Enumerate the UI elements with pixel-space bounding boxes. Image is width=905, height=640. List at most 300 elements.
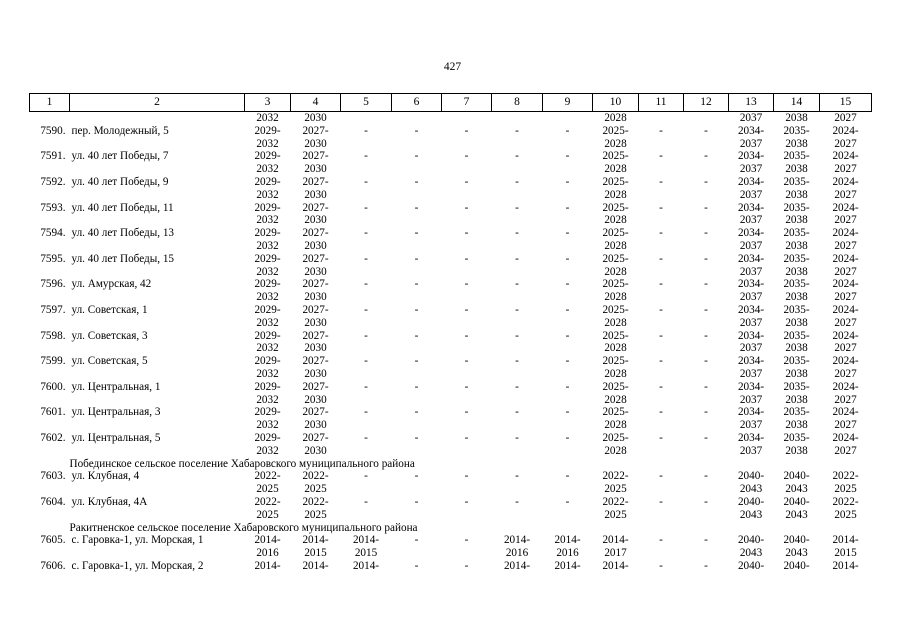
cell-col15 [820, 534, 872, 560]
cell-value-line2: 2038 [785, 188, 808, 201]
cell-col5: - [364, 470, 368, 483]
table-row [30, 534, 872, 560]
cell-col11: - [659, 201, 663, 214]
cell-col9: - [565, 201, 570, 214]
cell-value-line1: 2025- [602, 150, 629, 163]
cell-col3 [245, 355, 291, 381]
cell-value-line1: 2035- [783, 150, 810, 163]
cell-col9: - [565, 380, 570, 393]
cell-number: 7600. [40, 380, 66, 393]
cell-col7: - [464, 303, 469, 316]
cell-col7: - [464, 124, 469, 137]
cell-value-line1: 2027- [302, 124, 329, 137]
cell-col4 [291, 496, 341, 522]
cell-value-line1: 2027- [302, 278, 329, 291]
cell-col7: - [464, 175, 469, 188]
cell-name: ул. 40 лет Победы, 15 [71, 252, 175, 265]
cell-value-line1: 2034- [737, 278, 765, 291]
cell-value-line2: 2032 [256, 444, 279, 457]
cell-value-line1: 2029- [254, 431, 281, 444]
cell-col9: - [565, 252, 570, 265]
cell-value-line2: 2027 [834, 316, 857, 329]
table-row [30, 304, 872, 330]
cell-col3 [245, 202, 291, 228]
cell-col6: - [414, 175, 419, 188]
cell-col15 [820, 150, 872, 176]
cell-col5: - [364, 227, 368, 240]
cell-value-line2: 2043 [785, 547, 808, 560]
cell-col10 [593, 432, 639, 458]
cell-value-line2 [543, 573, 593, 586]
cell-col3: 2032 [256, 112, 279, 124]
cell-value-line2: 2027 [834, 137, 857, 150]
cell-value-line2: 2027 [834, 419, 857, 432]
cell-name: ул. Центральная, 1 [71, 380, 161, 393]
cell-value-line1: 2034- [737, 150, 765, 163]
cell-value-line2: 2030 [304, 419, 327, 432]
section-spacer [30, 458, 70, 471]
cell-value-line2: 2032 [256, 393, 279, 406]
cell-value-line1: 2022- [254, 495, 281, 508]
cell-value-line2: 2025 [834, 508, 857, 521]
cell-value-line2: 2037 [739, 137, 763, 150]
cell-name: ул. 40 лет Победы, 11 [71, 201, 174, 214]
cell-value-line2: 2032 [256, 342, 279, 355]
cell-value-line2: 2027 [834, 367, 857, 380]
cell-value-line1: 2024- [832, 227, 859, 240]
cell-col4 [291, 406, 341, 432]
cell-col8: - [515, 175, 519, 188]
cell-value-line2: 2028 [604, 137, 627, 150]
cell-col11: - [659, 175, 663, 188]
section-spacer [30, 522, 70, 535]
cell-col10 [593, 278, 639, 304]
cell-value-line2: 2037 [739, 367, 763, 380]
cell-col3 [245, 304, 291, 330]
cell-value-line2: 2030 [304, 316, 327, 329]
cell-col13 [729, 496, 774, 522]
cell-col15: 2027 [834, 112, 857, 124]
table-row [30, 406, 872, 432]
table-row [30, 227, 872, 253]
cell-value-line1: 2029- [254, 175, 281, 188]
cell-col12: - [704, 303, 708, 316]
cell-value-line2: 2037 [739, 239, 763, 252]
cell-value-line2: 2037 [739, 291, 763, 304]
cell-col9: - [565, 124, 570, 137]
cell-col11: - [659, 380, 663, 393]
cell-col14 [774, 125, 820, 151]
cell-col13 [729, 150, 774, 176]
cell-value-line1: 2022- [602, 470, 629, 483]
cell-value-line2: 2038 [785, 291, 808, 304]
cell-col10 [593, 381, 639, 407]
cell-col9 [543, 534, 593, 560]
cell-col9: - [565, 303, 570, 316]
cell-col14 [774, 534, 820, 560]
cell-col11: - [659, 431, 663, 444]
cell-col5: - [364, 175, 368, 188]
cell-col7: - [464, 559, 469, 572]
cell-col8: - [515, 278, 519, 291]
cell-value-line2: 2027 [834, 291, 857, 304]
header-row [30, 94, 872, 112]
cell-number: 7603. [40, 470, 66, 483]
cell-col8 [492, 112, 543, 125]
cell-col5: - [364, 124, 368, 137]
cell-value-line2 [820, 573, 872, 586]
cell-col11: - [659, 329, 663, 342]
cell-col13 [729, 227, 774, 253]
cell-col5: - [364, 303, 368, 316]
cell-col10 [593, 355, 639, 381]
cell-value-line2: 2027 [834, 188, 857, 201]
cell-col5: - [364, 201, 368, 214]
cell-col15 [820, 432, 872, 458]
cell-number: 7606. [40, 559, 66, 572]
cell-col5: - [364, 380, 368, 393]
cell-value-line2: 2028 [604, 444, 627, 457]
cell-value-line2: 2017 [604, 547, 627, 560]
cell-col11: - [659, 534, 663, 547]
cell-col15 [820, 227, 872, 253]
cell-value-line2: 2015 [304, 547, 327, 560]
cell-value-line2: 2037 [739, 393, 763, 406]
cell-value-line1: 2035- [783, 303, 810, 316]
cell-value-line1: 2024- [832, 329, 859, 342]
cell-col12: - [704, 278, 708, 291]
cell-col3 [245, 432, 291, 458]
cell-name: ул. Советская, 3 [71, 329, 148, 342]
cell-col12: - [704, 380, 708, 393]
cell-col9: - [565, 329, 570, 342]
table-row [30, 470, 872, 496]
cell-value-line2: 2027 [834, 163, 857, 176]
cell-col10: 2028 [604, 112, 627, 124]
cell-value-line1: 2029- [254, 355, 281, 368]
cell-value-line1: 2027- [302, 303, 329, 316]
cell-col5 [341, 560, 392, 586]
cell-value-line2: 2043 [739, 547, 763, 560]
cell-col9: - [565, 175, 570, 188]
cell-col9: - [565, 431, 570, 444]
cell-col10 [593, 125, 639, 151]
cell-value-line1: 2034- [737, 406, 765, 419]
cell-col6: - [414, 495, 419, 508]
cell-number: 7597. [40, 303, 66, 316]
cell-number: 7601. [40, 406, 66, 419]
cell-value-line2: 2032 [256, 265, 279, 278]
cell-value-line2: 2038 [785, 214, 808, 227]
cell-value-line1: 2025- [602, 355, 629, 368]
cell-col8: - [515, 303, 519, 316]
cell-col13 [729, 560, 774, 586]
cell-col4 [291, 330, 341, 356]
cell-col14 [774, 432, 820, 458]
cell-col11: - [659, 278, 663, 291]
cell-col4 [291, 253, 341, 279]
cell-value-line1: 2035- [783, 380, 810, 393]
column-header-14: 14 [774, 94, 820, 112]
cell-value-line1: 2040- [783, 559, 810, 572]
cell-number: 7602. [40, 431, 66, 444]
cell-value-line1: 2034- [737, 355, 765, 368]
cell-col5: - [364, 150, 368, 163]
cell-col10 [593, 560, 639, 586]
cell-number: 7599. [40, 355, 66, 368]
cell-col15 [820, 406, 872, 432]
column-header-12: 12 [684, 94, 729, 112]
cell-value-line1: 2022- [832, 470, 859, 483]
cell-value-line2: 2038 [785, 367, 808, 380]
cell-value-line1: 2034- [737, 252, 765, 265]
section-heading [70, 522, 872, 535]
cell-col3 [245, 381, 291, 407]
cell-value-line1: 2034- [737, 329, 765, 342]
cell-col3 [245, 330, 291, 356]
cell-col8 [492, 534, 543, 560]
cell-value-line1: 2029- [254, 303, 281, 316]
cell-value-line2: 2016 [505, 547, 529, 560]
cell-value-line2: 2032 [256, 163, 279, 176]
cell-name: с. Гаровка-1, ул. Морская, 1 [71, 534, 204, 547]
cell-col14 [774, 381, 820, 407]
cell-col10 [593, 202, 639, 228]
cell-col5: - [364, 355, 368, 368]
cell-value-line2 [774, 573, 820, 586]
table-row [30, 202, 872, 228]
section-heading [70, 458, 872, 471]
cell-name: ул. Центральная, 3 [71, 406, 161, 419]
cell-value-line1: 2014- [832, 559, 859, 572]
cell-value-line2: 2028 [604, 239, 627, 252]
cell-value-line1: 2025- [602, 406, 629, 419]
cell-number: 7595. [40, 252, 66, 265]
cell-value-line2: 2037 [739, 265, 763, 278]
cell-col13 [729, 432, 774, 458]
cell-col7: - [464, 252, 469, 265]
cell-col12: - [704, 201, 708, 214]
cell-col4 [291, 176, 341, 202]
cell-col8: - [515, 150, 519, 163]
cell-col13 [729, 381, 774, 407]
cell-col15 [820, 470, 872, 496]
cell-value-line1: 2040- [783, 470, 810, 483]
cell-value-line2: 2038 [785, 316, 808, 329]
cell-col4 [291, 150, 341, 176]
cell-col15 [820, 125, 872, 151]
cell-value-line1: 2025- [602, 380, 629, 393]
cell-col7: - [464, 355, 469, 368]
cell-value-line2: 2028 [604, 291, 627, 304]
cell-name: пер. Молодежный, 5 [71, 124, 169, 137]
cell-number: 7594. [40, 227, 66, 240]
cell-col4 [291, 560, 341, 586]
cell-value-line1: 2025- [602, 227, 629, 240]
cell-col13 [729, 330, 774, 356]
cell-value-line2: 2028 [604, 163, 627, 176]
cell-col12: - [704, 355, 708, 368]
cell-col13 [729, 304, 774, 330]
cell-col6: - [414, 303, 419, 316]
cell-value-line2: 2025 [256, 483, 279, 496]
cell-value-line2: 2038 [785, 163, 808, 176]
cell-col8: - [515, 406, 519, 419]
cell-col12: - [704, 534, 708, 547]
cell-col12 [684, 112, 729, 125]
section-heading-row [30, 458, 872, 471]
cell-col4 [291, 304, 341, 330]
cell-name: с. Гаровка-1, ул. Морская, 2 [71, 559, 204, 572]
cell-col7: - [464, 278, 469, 291]
cell-value-line1: 2024- [832, 355, 859, 368]
cell-value-line2: 2015 [354, 547, 378, 560]
cell-value-line1: 2025- [602, 252, 629, 265]
cell-col7: - [464, 406, 469, 419]
cell-col8: - [515, 470, 519, 483]
cell-value-line2: 2028 [604, 393, 627, 406]
column-header-2: 2 [70, 94, 245, 112]
cell-col6: - [414, 329, 419, 342]
table-row [30, 150, 872, 176]
cell-col14 [774, 355, 820, 381]
cell-col4 [291, 202, 341, 228]
section-heading-text: Ракитненское сельское поселение Хабаровского муниципального района [69, 521, 418, 534]
cell-col6: - [414, 534, 419, 547]
cell-value-line1: 2025- [602, 175, 629, 188]
cell-col5: - [364, 406, 368, 419]
cell-col6: - [414, 124, 419, 137]
cell-value-line2: 2028 [604, 214, 627, 227]
cell-name: ул. Советская, 1 [71, 303, 148, 316]
cell-value-line2: 2030 [304, 239, 327, 252]
cell-col13 [729, 176, 774, 202]
cell-value-line1: 2040- [737, 534, 765, 547]
cell-value-line2: 2043 [785, 508, 808, 521]
cell-value-line1: 2014- [302, 559, 329, 572]
cell-col5 [341, 534, 392, 560]
cell-col14 [774, 278, 820, 304]
cell-value-line2: 2032 [256, 291, 279, 304]
cell-value-line2: 2028 [604, 419, 627, 432]
cell-col6: - [414, 227, 419, 240]
cell-value-line1: 2025- [602, 303, 629, 316]
cell-col4 [291, 432, 341, 458]
cell-col8: - [515, 124, 519, 137]
cell-value-line2: 2038 [785, 342, 808, 355]
cell-value-line1: 2027- [302, 355, 329, 368]
cell-value-line1: 2040- [737, 470, 765, 483]
cell-value-line1: 2014- [832, 534, 859, 547]
cell-value-line1: 2027- [302, 201, 329, 214]
cell-col4 [291, 278, 341, 304]
table-row [30, 432, 872, 458]
cell-number: 7593. [40, 201, 66, 214]
cell-value-line2 [291, 573, 341, 586]
cell-value-line2: 2030 [304, 291, 327, 304]
schedule-table [29, 93, 872, 585]
cell-col3 [245, 560, 291, 586]
cell-col11: - [659, 303, 663, 316]
cell-value-line2: 2027 [834, 239, 857, 252]
cell-value-line2: 2030 [304, 265, 327, 278]
cell-value-line2: 2027 [834, 214, 857, 227]
cell-value-line1: 2027- [302, 431, 329, 444]
continuation-row [30, 112, 872, 125]
cell-value-line2: 2025 [834, 483, 857, 496]
cell-value-line1: 2027- [302, 380, 329, 393]
cell-col11: - [659, 470, 663, 483]
cell-col11: - [659, 150, 663, 163]
cell-col6: - [414, 355, 419, 368]
cell-col5: - [364, 495, 368, 508]
cell-col15 [820, 176, 872, 202]
cell-value-line1: 2034- [737, 380, 765, 393]
cell-col9: - [565, 278, 570, 291]
table-row [30, 278, 872, 304]
cell-col7: - [464, 431, 469, 444]
column-header-10: 10 [593, 94, 639, 112]
cell-value-line2: 2032 [256, 188, 279, 201]
cell-col3 [245, 470, 291, 496]
cell-value-line2 [593, 573, 639, 586]
cell-value-line2: 2016 [256, 547, 279, 560]
cell-value-line1: 2029- [254, 150, 281, 163]
cell-col3 [245, 176, 291, 202]
cell-value-line1: 2014- [254, 534, 281, 547]
cell-value-line1: 2022- [832, 495, 859, 508]
cell-col9: - [565, 470, 570, 483]
cell-col8: - [515, 227, 519, 240]
cell-col13 [729, 253, 774, 279]
cell-col14 [774, 227, 820, 253]
cell-col11 [639, 112, 684, 125]
cell-col12: - [704, 227, 708, 240]
cell-value-line2: 2027 [834, 342, 857, 355]
cell-col15 [820, 560, 872, 586]
cell-number: 7598. [40, 329, 66, 342]
cell-value-line2: 2032 [256, 367, 279, 380]
table-body [30, 112, 872, 586]
cell-col5: - [364, 278, 368, 291]
cell-col3 [245, 227, 291, 253]
section-heading-row [30, 522, 872, 535]
cell-col8: - [515, 329, 519, 342]
cell-value-line2: 2037 [739, 214, 763, 227]
cell-value-line2 [729, 573, 774, 586]
cell-col9 [543, 560, 593, 586]
cell-value-line2: 2038 [785, 419, 808, 432]
cell-value-line2: 2028 [604, 316, 627, 329]
cell-col7: - [464, 227, 469, 240]
cell-col6: - [414, 470, 419, 483]
cell-value-line1: 2035- [783, 175, 810, 188]
cell-value-line1: 2035- [783, 329, 810, 342]
cell-col11: - [659, 124, 663, 137]
cell-value-line1: 2014- [602, 534, 629, 547]
cell-col13 [729, 534, 774, 560]
cell-value-line2: 2038 [785, 239, 808, 252]
cell-value-line1: 2035- [783, 201, 810, 214]
cell-col6: - [414, 380, 419, 393]
cell-col4 [291, 227, 341, 253]
cell-col12: - [704, 495, 708, 508]
cell-col10 [593, 176, 639, 202]
cell-name: ул. Амурская, 42 [71, 278, 152, 291]
cell-col15 [820, 496, 872, 522]
cell-col6: - [414, 252, 419, 265]
cell-col12: - [704, 150, 708, 163]
